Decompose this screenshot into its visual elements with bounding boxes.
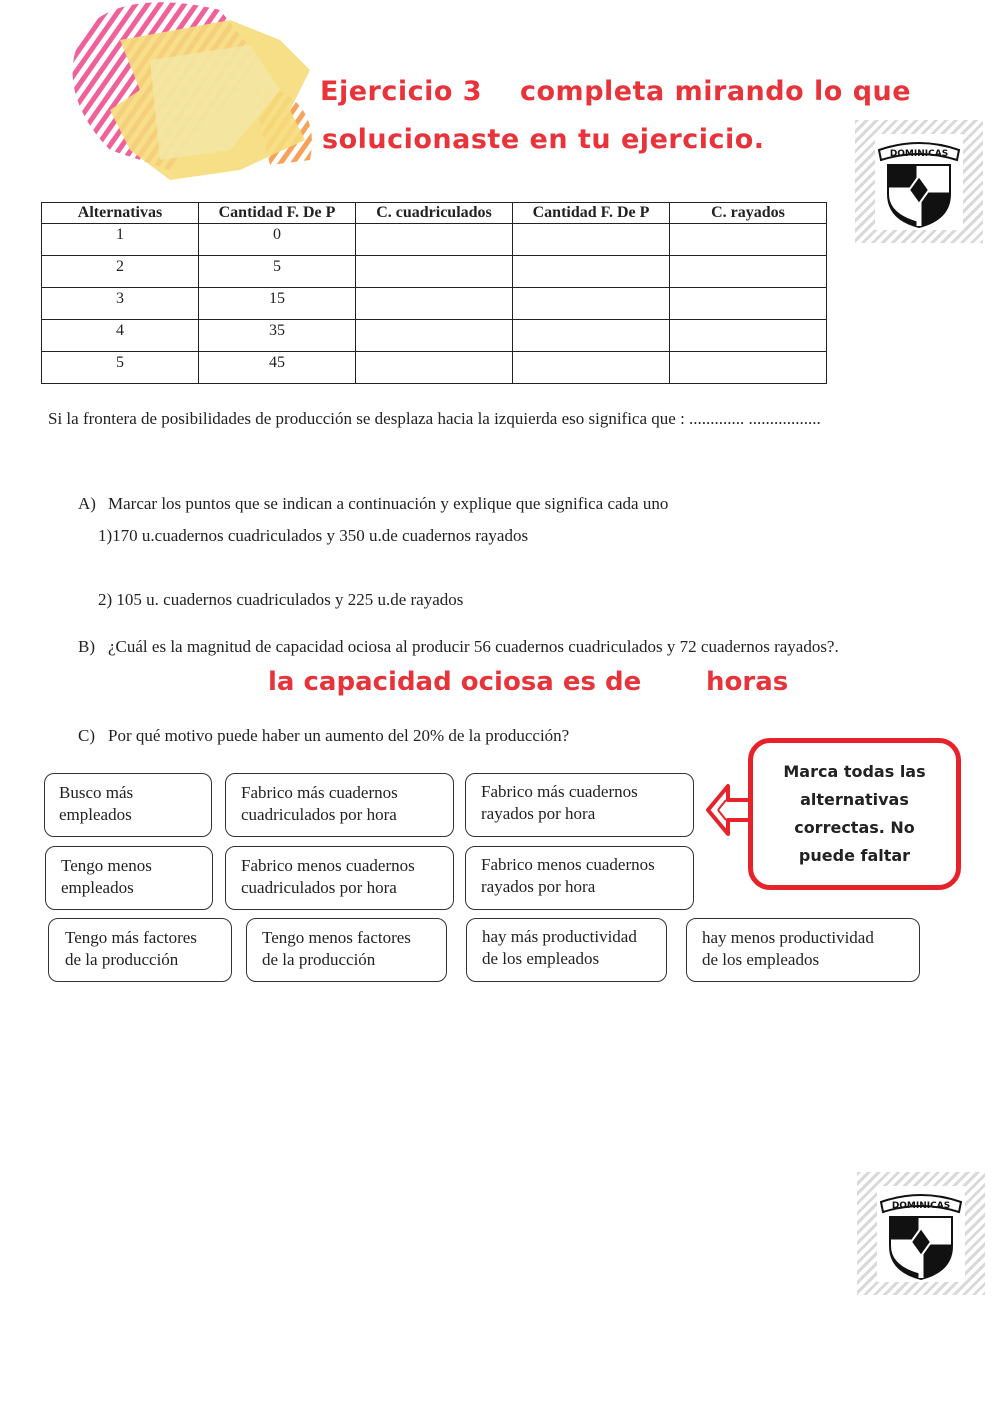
table-cell: 5 bbox=[42, 352, 199, 384]
table-row bbox=[42, 224, 827, 256]
callout-line3: correctas. No bbox=[794, 818, 915, 837]
logo-text: DOMINICAS bbox=[891, 1201, 951, 1211]
option-line2: rayados por hora bbox=[481, 877, 596, 896]
decorative-brush-graphic bbox=[50, 0, 350, 200]
table-cell: 45 bbox=[199, 352, 356, 384]
option-line2: empleados bbox=[59, 805, 132, 824]
table-cell: 2 bbox=[42, 256, 199, 288]
option-busco-mas-empleados[interactable] bbox=[44, 773, 212, 837]
school-logo bbox=[855, 120, 983, 243]
answer-cell[interactable] bbox=[670, 320, 827, 352]
table-row bbox=[42, 320, 827, 352]
option-line1: Fabrico más cuadernos bbox=[481, 782, 638, 801]
answer-cell[interactable] bbox=[356, 352, 513, 384]
table-cell: 15 bbox=[199, 288, 356, 320]
header-cantidad-fp-2: Cantidad F. De P bbox=[513, 203, 670, 224]
production-table bbox=[41, 202, 827, 384]
idle-capacity-answer-suffix: horas bbox=[706, 667, 789, 697]
table-cell: 1 bbox=[42, 224, 199, 256]
section-a-text: Marcar los puntos que se indican a continuación y explique que significa cada uno bbox=[108, 494, 669, 513]
option-line1: Fabrico menos cuadernos bbox=[481, 855, 655, 874]
option-line2: empleados bbox=[61, 878, 134, 897]
section-b-label: B) bbox=[78, 637, 95, 656]
answer-cell[interactable] bbox=[670, 352, 827, 384]
crest-icon bbox=[875, 1184, 967, 1284]
frontier-question: Si la frontera de posibilidades de producción se desplaza hacia la izquierda eso significa que : ............. ................. bbox=[48, 409, 821, 428]
answer-cell[interactable] bbox=[513, 288, 670, 320]
section-c-label: C) bbox=[78, 726, 95, 745]
table-cell: 0 bbox=[199, 224, 356, 256]
option-line2: de los empleados bbox=[702, 950, 820, 969]
option-mas-cuadriculados[interactable] bbox=[225, 773, 454, 837]
exercise-title: Ejercicio 3 bbox=[320, 76, 483, 107]
section-a-label: A) bbox=[78, 494, 96, 513]
callout-line4: puede faltar bbox=[798, 846, 911, 865]
option-menos-productividad[interactable] bbox=[686, 918, 920, 982]
option-line2: cuadriculados por hora bbox=[241, 805, 397, 824]
option-line2: de la producción bbox=[65, 950, 179, 969]
section-a-item-1: 1)170 u.cuadernos cuadriculados y 350 u.de cuadernos rayados bbox=[98, 526, 529, 545]
header-alternativas: Alternativas bbox=[42, 203, 199, 224]
answer-cell[interactable] bbox=[513, 224, 670, 256]
option-line1: Tengo menos factores bbox=[262, 928, 411, 947]
option-mas-factores[interactable] bbox=[48, 918, 232, 982]
table-cell: 3 bbox=[42, 288, 199, 320]
table-cell: 4 bbox=[42, 320, 199, 352]
option-mas-productividad[interactable] bbox=[466, 918, 667, 982]
option-mas-rayados[interactable] bbox=[465, 773, 694, 837]
table-header-row bbox=[42, 203, 827, 224]
option-line2: cuadriculados por hora bbox=[241, 878, 397, 897]
option-line2: de los empleados bbox=[482, 949, 600, 968]
answer-cell[interactable] bbox=[670, 224, 827, 256]
section-c-text: Por qué motivo puede haber un aumento del 20% de la producción? bbox=[108, 726, 570, 745]
option-menos-cuadriculados[interactable] bbox=[225, 846, 454, 910]
answer-cell[interactable] bbox=[356, 288, 513, 320]
callout-line2: alternativas bbox=[800, 790, 909, 809]
instruction-callout bbox=[748, 738, 961, 890]
crest-icon bbox=[873, 132, 965, 232]
header-cantidad-fp-1: Cantidad F. De P bbox=[199, 203, 356, 224]
option-line1: hay menos productividad bbox=[702, 928, 874, 947]
callout-line1: Marca todas las bbox=[783, 762, 926, 781]
option-line2: de la producción bbox=[262, 950, 376, 969]
table-row bbox=[42, 352, 827, 384]
option-line1: Busco más bbox=[59, 783, 134, 802]
answer-cell[interactable] bbox=[356, 224, 513, 256]
header-c-rayados: C. rayados bbox=[670, 203, 827, 224]
option-line2: rayados por hora bbox=[481, 804, 596, 823]
arrow-left-icon bbox=[704, 780, 752, 840]
table-row bbox=[42, 256, 827, 288]
header-c-cuadriculados: C. cuadriculados bbox=[356, 203, 513, 224]
option-line1: hay más productividad bbox=[482, 927, 637, 946]
table-cell: 35 bbox=[199, 320, 356, 352]
logo-text: DOMINICAS bbox=[889, 149, 949, 159]
answer-cell[interactable] bbox=[670, 288, 827, 320]
answer-cell[interactable] bbox=[670, 256, 827, 288]
option-menos-factores[interactable] bbox=[246, 918, 447, 982]
exercise-instruction-line2: solucionaste en tu ejercicio. bbox=[322, 124, 765, 155]
exercise-instruction: completa mirando lo que bbox=[520, 76, 912, 107]
answer-cell[interactable] bbox=[356, 256, 513, 288]
option-tengo-menos-empleados[interactable] bbox=[45, 846, 213, 910]
answer-cell[interactable] bbox=[513, 256, 670, 288]
option-menos-rayados[interactable] bbox=[465, 846, 694, 910]
school-logo-footer bbox=[857, 1172, 985, 1295]
table-row bbox=[42, 288, 827, 320]
idle-capacity-answer-prefix: la capacidad ociosa es de bbox=[268, 667, 642, 697]
answer-cell[interactable] bbox=[513, 352, 670, 384]
section-b-text: ¿Cuál es la magnitud de capacidad ociosa al producir 56 cuadernos cuadriculados y 72 cuadernos rayados?. bbox=[108, 637, 839, 656]
option-line1: Tengo menos bbox=[61, 856, 152, 875]
option-line1: Fabrico más cuadernos bbox=[241, 783, 398, 802]
table-cell: 5 bbox=[199, 256, 356, 288]
answer-cell[interactable] bbox=[356, 320, 513, 352]
option-line1: Fabrico menos cuadernos bbox=[241, 856, 415, 875]
section-a-item-2: 2) 105 u. cuadernos cuadriculados y 225 u.de rayados bbox=[98, 590, 464, 609]
answer-cell[interactable] bbox=[513, 320, 670, 352]
option-line1: Tengo más factores bbox=[65, 928, 197, 947]
